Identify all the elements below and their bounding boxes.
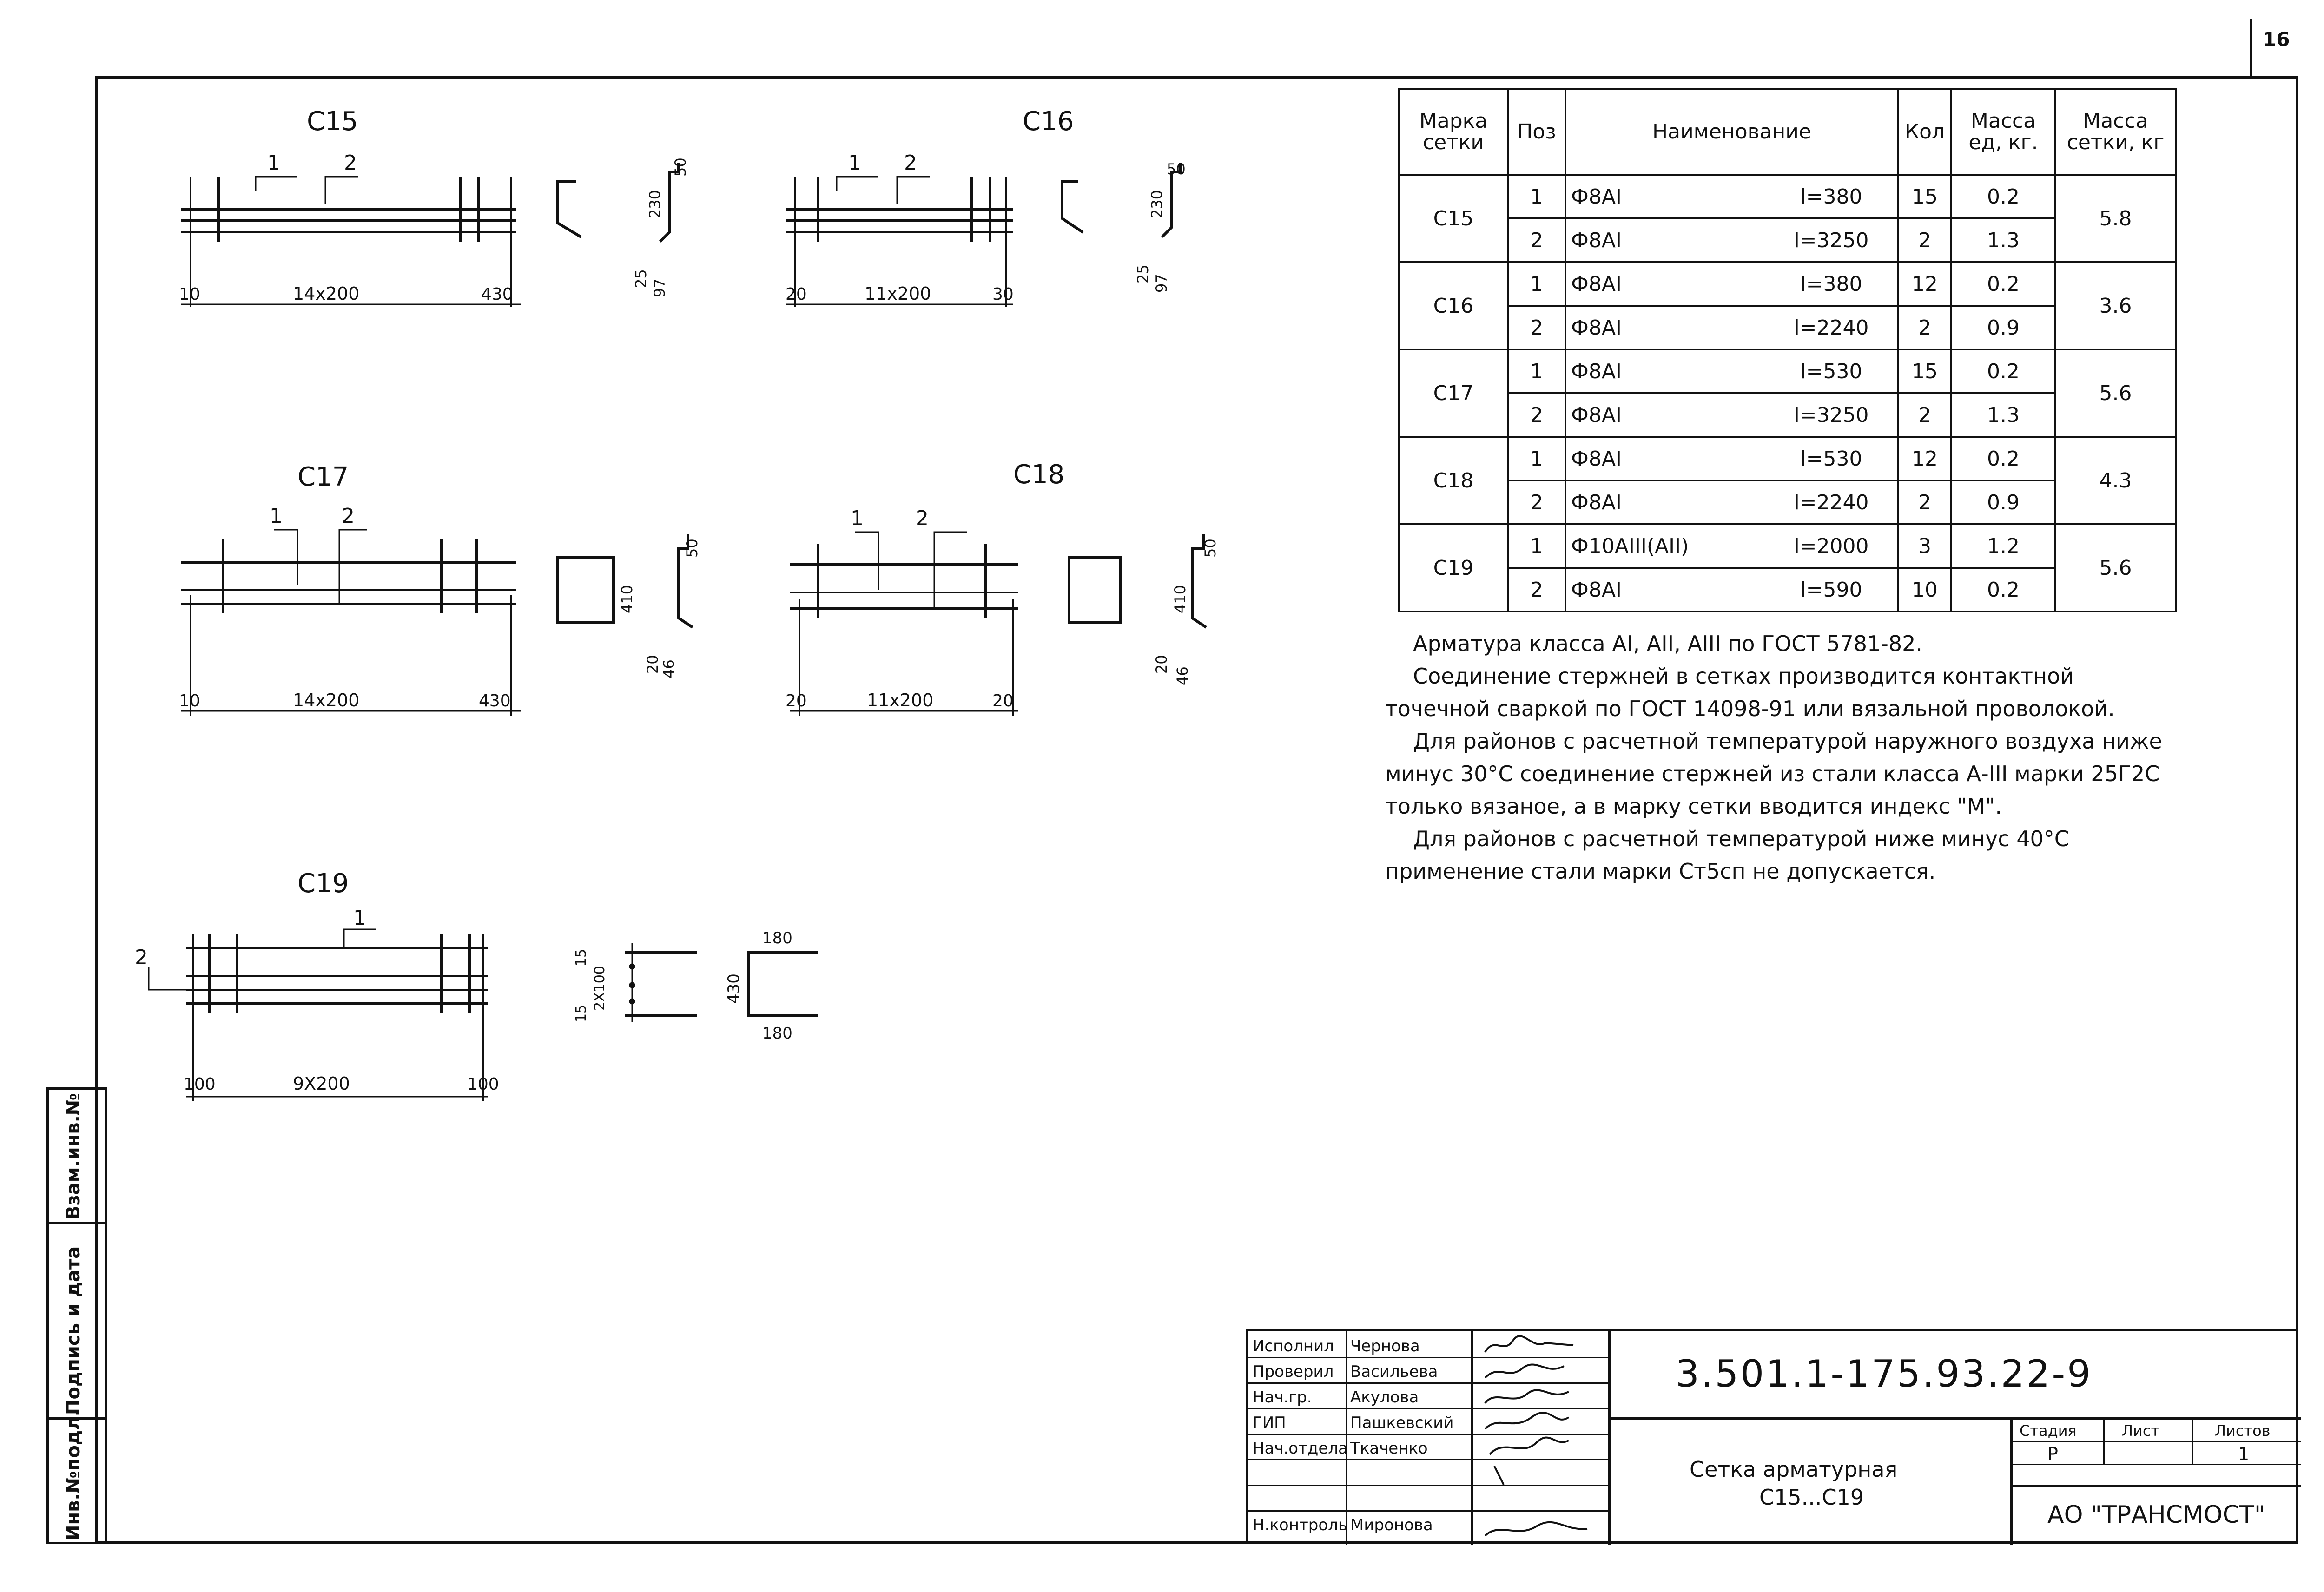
side-dim: 410 — [1171, 585, 1189, 613]
side-dim: 25 — [1134, 264, 1152, 283]
pos-label: 1 — [270, 504, 283, 528]
person-name: Ткаченко — [1350, 1439, 1428, 1458]
side-dim: 180 — [762, 929, 792, 947]
note-text: Соединение стержней в сетках производится контактной точечной сваркой по ГОСТ 14098-91 или вязальной проволокой. — [1385, 664, 2115, 721]
pos-label: 2 — [344, 151, 357, 175]
cell-length: l=2240 — [1765, 480, 1898, 524]
cell-length: l=530 — [1765, 349, 1898, 393]
dim-middle: 11x200 — [867, 690, 934, 710]
drawing-mark: С19 — [297, 868, 349, 899]
cell-qty: 12 — [1898, 262, 1951, 306]
cell-length: l=530 — [1765, 437, 1898, 480]
dim-right: 20 — [992, 691, 1014, 710]
drawing-c19 — [135, 868, 818, 1101]
cell-mark: С16 — [1399, 262, 1508, 349]
side-cell-original — [49, 1409, 105, 1542]
side-dim: 15 — [573, 1004, 589, 1022]
cell-unit-mass: 1.3 — [1951, 218, 2055, 262]
side-strip — [46, 1087, 107, 1544]
notes — [1385, 627, 2185, 888]
cell-total-mass: 4.3 — [2055, 437, 2176, 524]
cell-name: Ф8АI — [1565, 175, 1765, 218]
side-dim: 50 — [672, 158, 689, 177]
note-text: Для районов с расчетной температурой ниже минус 40°С применение стали марки Ст5сп не допускается. — [1385, 826, 2069, 884]
cell-unit-mass: 1.3 — [1951, 393, 2055, 437]
cell-unit-mass: 0.2 — [1951, 349, 2055, 393]
cell-name: Ф8АI — [1565, 568, 1765, 612]
cell-name: Ф8АI — [1565, 437, 1765, 480]
table-row — [1399, 175, 2176, 218]
drawing-mark: С18 — [1013, 460, 1065, 490]
cell-pos: 1 — [1508, 262, 1565, 306]
col-header-mark: Марка сетки — [1399, 89, 1508, 175]
cell-qty: 10 — [1898, 568, 1951, 612]
pos-label: 2 — [904, 151, 917, 175]
cell-total-mass: 3.6 — [2055, 262, 2176, 349]
cell-mark: С15 — [1399, 175, 1508, 262]
role-label: Нач.гр. — [1253, 1388, 1312, 1407]
cell-length: l=2000 — [1765, 524, 1898, 568]
cell-unit-mass: 0.2 — [1951, 175, 2055, 218]
company-name: АО "ТРАНСМОСТ" — [2047, 1501, 2265, 1529]
person-name: Акулова — [1350, 1388, 1419, 1407]
sheet-subtitle: С15...С19 — [1759, 1485, 1864, 1510]
col-header-pos: Поз — [1508, 89, 1565, 175]
sheet-title: Сетка арматурная — [1690, 1457, 1898, 1482]
pos-label: 1 — [848, 151, 861, 175]
side-dim: 46 — [1174, 666, 1191, 685]
title-block — [1246, 1329, 2298, 1544]
dim-right: 430 — [479, 691, 511, 710]
cell-qty: 15 — [1898, 175, 1951, 218]
note-text: Для районов с расчетной температурой наружного воздуха ниже минус 30°С соединение стержней из стали класса А-III марки 25Г2С только вязаное, а в марку сетки вводится индекс "М". — [1385, 729, 2162, 819]
role-label: ГИП — [1253, 1414, 1286, 1432]
side-dim: 97 — [1153, 274, 1170, 293]
sheets-header: Листов — [2215, 1422, 2271, 1440]
stage-header: Стадия — [2020, 1422, 2077, 1440]
pos-label: 2 — [135, 946, 148, 969]
cell-unit-mass: 0.2 — [1951, 437, 2055, 480]
side-dim: 2X100 — [592, 966, 608, 1011]
dim-left: 100 — [184, 1075, 216, 1094]
reinforcement-drawings — [0, 0, 1394, 1162]
pos-label: 1 — [851, 507, 864, 530]
dim-middle: 14x200 — [293, 690, 360, 710]
col-header-qty: Кол — [1898, 89, 1951, 175]
role-label: Исполнил — [1253, 1337, 1334, 1355]
drawing-c16 — [786, 106, 1186, 307]
side-dim: 46 — [660, 659, 678, 678]
cell-length: l=3250 — [1765, 218, 1898, 262]
dim-middle: 11x200 — [865, 283, 931, 304]
table-row — [1399, 349, 2176, 393]
cell-length: l=3250 — [1765, 393, 1898, 437]
cell-name: Ф10АIII(АII) — [1565, 524, 1765, 568]
cell-length: l=2240 — [1765, 306, 1898, 349]
page-number: 16 — [2263, 28, 2290, 51]
cell-name: Ф8АI — [1565, 349, 1765, 393]
person-name: Пашкевский — [1350, 1414, 1454, 1432]
role-label: Нач.отдела — [1253, 1439, 1348, 1458]
pos-label: 2 — [342, 504, 355, 528]
cell-pos: 1 — [1508, 175, 1565, 218]
dim-left: 20 — [786, 691, 807, 710]
side-label: Подпись и дата — [63, 1246, 84, 1415]
cell-length: l=380 — [1765, 175, 1898, 218]
side-dim: 410 — [618, 585, 636, 613]
table-header-row — [1399, 89, 2176, 175]
dim-left: 10 — [179, 691, 200, 710]
drawing-c17 — [179, 462, 701, 716]
dim-left: 10 — [179, 285, 200, 304]
drawing-mark: С16 — [1023, 106, 1074, 137]
specification-table — [1398, 88, 2177, 612]
side-cell-replacement — [49, 1090, 105, 1224]
role-label: Н.контроль — [1253, 1516, 1347, 1534]
person-name: Васильева — [1350, 1362, 1438, 1381]
drawing-c15 — [179, 106, 689, 307]
cell-total-mass: 5.8 — [2055, 175, 2176, 262]
pos-label: 1 — [267, 151, 280, 175]
cell-qty: 2 — [1898, 480, 1951, 524]
cell-pos: 2 — [1508, 306, 1565, 349]
stage-value: Р — [2047, 1444, 2058, 1464]
person-name: Чернова — [1350, 1337, 1420, 1355]
cell-unit-mass: 0.9 — [1951, 480, 2055, 524]
table-row — [1399, 262, 2176, 306]
cell-pos: 2 — [1508, 218, 1565, 262]
sheets-value: 1 — [2238, 1444, 2250, 1464]
cell-name: Ф8АI — [1565, 306, 1765, 349]
doc-code: 3.501.1-175.93.22-9 — [1676, 1352, 2093, 1395]
cell-pos: 1 — [1508, 349, 1565, 393]
cell-mark: С17 — [1399, 349, 1508, 437]
drawing-mark: С15 — [307, 106, 358, 137]
cell-pos: 2 — [1508, 480, 1565, 524]
cell-pos: 1 — [1508, 437, 1565, 480]
side-dim: 430 — [725, 974, 743, 1004]
col-header-unit-mass: Масса ед, кг. — [1951, 89, 2055, 175]
col-header-total-mass: Масса сетки, кг — [2055, 89, 2176, 175]
side-dim: 50 — [683, 539, 701, 558]
drawing-mark: С17 — [297, 462, 349, 492]
dim-right: 100 — [467, 1075, 499, 1094]
cell-qty: 15 — [1898, 349, 1951, 393]
cell-name: Ф8АI — [1565, 393, 1765, 437]
cell-pos: 2 — [1508, 568, 1565, 612]
side-dim: 180 — [762, 1024, 792, 1043]
side-dim: 230 — [1148, 190, 1166, 218]
dim-right: 30 — [992, 285, 1014, 304]
cell-unit-mass: 0.2 — [1951, 568, 2055, 612]
side-dim: 230 — [646, 190, 664, 218]
cell-qty: 2 — [1898, 306, 1951, 349]
dim-right: 430 — [481, 285, 513, 304]
table-row — [1399, 524, 2176, 568]
cell-unit-mass: 1.2 — [1951, 524, 2055, 568]
side-dim: 25 — [632, 269, 650, 288]
table-row — [1399, 437, 2176, 480]
cell-pos: 1 — [1508, 524, 1565, 568]
drawing-c18 — [786, 460, 1219, 716]
side-dim: 50 — [1202, 539, 1219, 558]
cell-name: Ф8АI — [1565, 218, 1765, 262]
signatures — [1476, 1331, 1606, 1545]
side-dim: 15 — [573, 948, 589, 967]
side-dim: 20 — [644, 655, 661, 674]
side-label: Взам.инв.№ — [63, 1093, 84, 1220]
dim-middle: 14x200 — [293, 283, 360, 304]
side-label: Инв.№подл. — [63, 1409, 84, 1540]
side-cell-signature — [49, 1224, 105, 1420]
dim-left: 20 — [786, 285, 807, 304]
cell-qty: 2 — [1898, 393, 1951, 437]
side-dim: 50 — [1167, 160, 1186, 178]
cell-qty: 12 — [1898, 437, 1951, 480]
cell-pos: 2 — [1508, 393, 1565, 437]
cell-mark: С18 — [1399, 437, 1508, 524]
pos-label: 1 — [353, 906, 366, 930]
cell-mark: С19 — [1399, 524, 1508, 612]
cell-name: Ф8АI — [1565, 262, 1765, 306]
pos-label: 2 — [916, 507, 929, 530]
sheet-header: Лист — [2122, 1422, 2160, 1440]
cell-qty: 2 — [1898, 218, 1951, 262]
col-header-name: Наименование — [1565, 89, 1898, 175]
cell-unit-mass: 0.2 — [1951, 262, 2055, 306]
cell-total-mass: 5.6 — [2055, 524, 2176, 612]
cell-length: l=590 — [1765, 568, 1898, 612]
dim-middle: 9X200 — [293, 1073, 350, 1094]
cell-qty: 3 — [1898, 524, 1951, 568]
role-label: Проверил — [1253, 1362, 1334, 1381]
side-dim: 20 — [1153, 655, 1170, 674]
side-dim: 97 — [651, 278, 668, 297]
cell-length: l=380 — [1765, 262, 1898, 306]
note-text: Арматура класса АI, АII, АIII по ГОСТ 5781-82. — [1413, 631, 1923, 656]
person-name: Миронова — [1350, 1516, 1433, 1534]
cell-unit-mass: 0.9 — [1951, 306, 2055, 349]
cell-name: Ф8АI — [1565, 480, 1765, 524]
cell-total-mass: 5.6 — [2055, 349, 2176, 437]
